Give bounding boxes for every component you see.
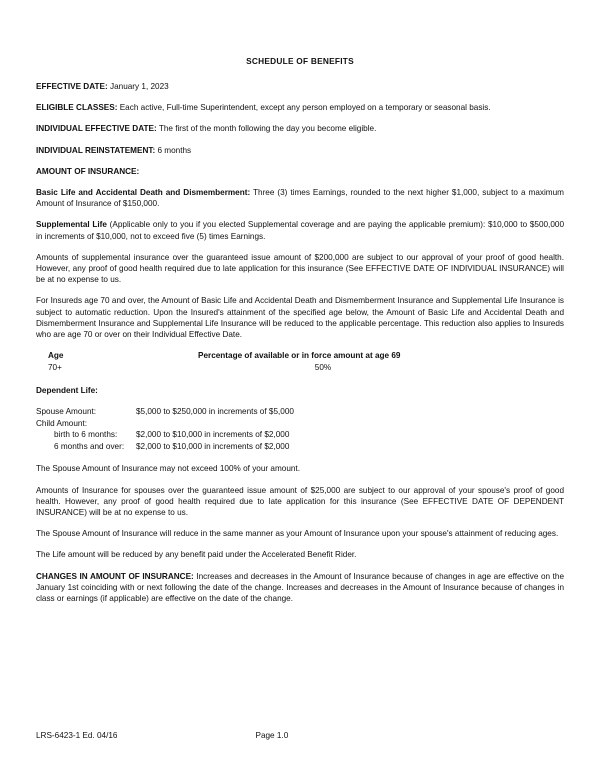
age-reduction-table [36,350,564,373]
table-row [36,362,564,374]
individual-reinstatement-value: 6 months [155,145,192,155]
basic-life-line [36,187,564,209]
amount-of-insurance-heading: AMOUNT OF INSURANCE: [36,166,140,176]
effective-date-value: January 1, 2023 [107,82,169,91]
dependent-life-heading: Dependent Life: [36,386,98,396]
individual-effective-date-line [36,123,564,134]
age-reduction-paragraph: For Insureds age 70 and over, the Amount of Basic Life and Accidental Death and Dismemberment Insurance and Supplemental Life Insurance is subject to automatic reduction. Upon the Insured's attainment of the specified age below, the Amount of Basic Life and Accidental Death and Dismemberment Insurance and Supplemental Life Insurance will be reduced to the applicable percentage. This reduction also applies to Insureds who are age 70 or over on their Individual Effective Date. [36,296,564,340]
effective-date-label: EFFECTIVE DATE: [36,82,108,91]
individual-effective-date-value: The first of the month following the day you become eligible. [156,124,377,134]
dependent-child-amount-value [136,418,294,430]
eligible-classes-line [36,102,564,113]
individual-reinstatement-line [36,145,564,156]
page-footer [36,730,564,741]
changes-in-amount-value: Increases and decreases in the Amount of Insurance because of changes in age are effective on the January 1st coinciding with or next following the date of the change. Increases and decreases in the Amount of Insurance because of changes in class or earnings (if applicable) are effective on the date of the change. [36,571,565,604]
list-item [36,441,294,453]
cell-percentage: 50% [314,362,332,372]
column-header-percentage: Percentage of available or in force amount at age 69 [198,351,401,361]
table-header-row [36,350,564,362]
dependent-child-birth-to-6-label: birth to 6 months: [54,430,118,440]
basic-life-value: Three (3) times Earnings, rounded to the next higher $1,000, subject to a maximum Amount of Insurance of $150,000. [36,188,564,209]
eligible-classes-value: Each active, Full-time Superintendent, except any person employed on a temporary or seasonal basis. [117,103,491,113]
changes-in-amount-label: CHANGES IN AMOUNT OF INSURANCE: [36,571,194,581]
dependent-child-6-and-over-value: $2,000 to $10,000 in increments of $2,000 [136,441,290,451]
supplemental-life-value: (Applicable only to you if you elected Supplemental coverage and are paying the applicable premium): $10,000 to $500,000 in increments of $10,000, not to exceed five (5) times Earnings. [36,220,564,241]
dependent-spouse-amount-value: $5,000 to $250,000 in increments of $5,000 [136,407,294,417]
eligible-classes-label: ELIGIBLE CLASSES: [36,103,118,113]
cell-age: 70+ [48,362,62,372]
guaranteed-issue-paragraph: Amounts of supplemental insurance over the guaranteed issue amount of $200,000 are subject to our approval of your proof of good health. However, any proof of good health required due to late application for this insurance (See EFFECTIVE DATE OF INDIVIDUAL INSURANCE) will be at no expense to us. [36,252,564,285]
supplemental-life-line [36,219,564,241]
page-number: Page 1.0 [255,731,289,740]
spouse-limit-paragraph: The Spouse Amount of Insurance may not exceed 100% of your amount. [36,464,300,474]
column-header-age: Age [48,351,64,361]
effective-date-line [36,81,564,92]
dependent-child-birth-to-6-value: $2,000 to $10,000 in increments of $2,000 [136,430,290,440]
changes-in-amount-paragraph [36,571,564,605]
dependent-child-6-and-over-label: 6 months and over: [54,441,125,451]
list-item [36,418,294,430]
individual-reinstatement-label: INDIVIDUAL REINSTATEMENT: [36,145,156,155]
dependent-child-amount-label: Child Amount: [36,418,87,428]
individual-effective-date-label: INDIVIDUAL EFFECTIVE DATE: [36,124,157,134]
supplemental-life-label: Supplemental Life [36,220,107,230]
list-item [36,406,294,418]
basic-life-label: Basic Life and Accidental Death and Dismemberment: [36,188,251,198]
dependent-spouse-amount-label: Spouse Amount: [36,407,97,417]
dependent-life-amounts-table [36,406,294,452]
document-body [36,56,564,614]
spouse-guaranteed-issue-paragraph: Amounts of Insurance for spouses over the guaranteed issue amount of $25,000 are subject to our approval of your spouse's proof of good health. However, any proof of good health required due to late application for this insurance (See EFFECTIVE DATE OF DEPENDENT INSURANCE) will be at no expense to us. [36,485,564,518]
form-code: LRS-6423-1 Ed. 04/16 [36,731,118,740]
accelerated-benefit-paragraph: The Life amount will be reduced by any benefit paid under the Accelerated Benefit Rider. [36,550,357,560]
spouse-reduction-paragraph: The Spouse Amount of Insurance will reduce in the same manner as your Amount of Insurance upon your spouse's attainment of reducing ages. [36,529,559,539]
list-item [36,429,294,441]
page-title: SCHEDULE OF BENEFITS [246,56,354,66]
